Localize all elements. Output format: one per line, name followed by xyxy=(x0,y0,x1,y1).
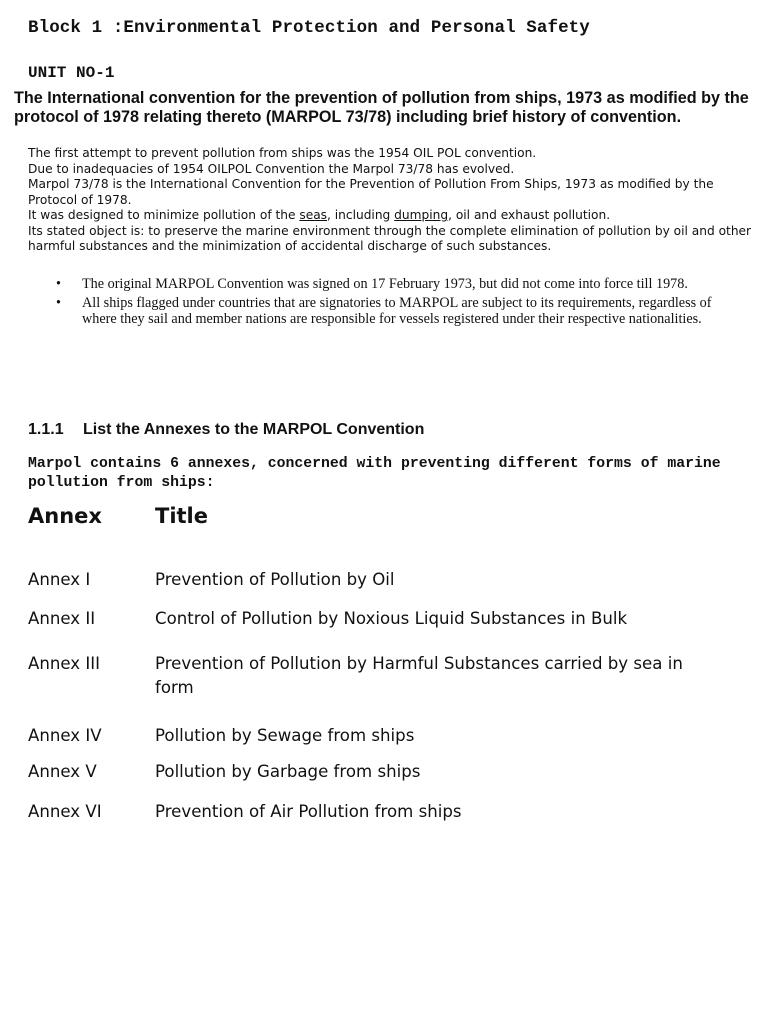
intro-line: Marpol 73/78 is the International Convention for the Prevention of Pollution From Ships, 1973 as modified by the Protocol of 1978. xyxy=(28,177,714,207)
annex-title: Prevention of Air Pollution from ships xyxy=(155,802,462,821)
section-title: List the Annexes to the MARPOL Convention xyxy=(83,421,425,438)
list-item xyxy=(56,295,746,328)
section-number: 1.1.1 xyxy=(28,421,64,438)
unit-number: UNIT NO-1 xyxy=(28,64,115,82)
bullet-icon: • xyxy=(56,294,61,311)
section-heading xyxy=(28,421,424,439)
unit-heading: The International convention for the prevention of pollution from ships, 1973 as modified by the protocol of 1978 relating thereto (MARPOL 73/78) including brief history of convention. xyxy=(14,89,749,126)
annex-title: Control of Pollution by Noxious Liquid Substances in Bulk xyxy=(155,609,628,628)
annex-name: Annex VI xyxy=(28,802,102,821)
annex-name: Annex IV xyxy=(28,726,102,745)
block-title: Block 1 :Environmental Protection and Personal Safety xyxy=(28,18,590,38)
annex-title: Pollution by Garbage from ships xyxy=(155,762,421,781)
annex-title-line: form xyxy=(155,678,194,697)
intro-line: Its stated object is: to preserve the marine environment through the complete elimination of pollution by oil and other harmful substances and the minimization of accidental discharge of such substances. xyxy=(28,223,752,253)
annex-intro: Marpol contains 6 annexes, concerned with preventing different forms of marine pollution from ships: xyxy=(28,456,721,491)
bullet-list xyxy=(56,276,746,330)
annex-title: Pollution by Sewage from ships xyxy=(155,726,415,745)
header-title: Title xyxy=(155,504,209,528)
intro-line: Due to inadequacies of 1954 OILPOL Convention the Marpol 73/78 has evolved. xyxy=(28,161,515,176)
bullet-icon: • xyxy=(56,276,61,292)
intro-text: It was designed to minimize pollution of the xyxy=(28,208,300,222)
annex-name: Annex III xyxy=(28,654,101,673)
intro-paragraph xyxy=(28,146,758,255)
list-item xyxy=(56,276,746,293)
annex-title: Prevention of Pollution by Oil xyxy=(155,570,395,589)
annex-name: Annex I xyxy=(28,570,91,589)
annex-title-line: Prevention of Pollution by Harmful Substances carried by sea in xyxy=(155,654,683,673)
bullet-text: All ships flagged under countries that are signatories to MARPOL are subject to its requirements, regardless of where they sail and member nations are responsible for vessels registered under their respective nationalities. xyxy=(82,294,712,327)
intro-text: , oil and exhaust pollution. xyxy=(448,208,611,222)
seas-link[interactable]: seas xyxy=(299,208,328,222)
annex-title xyxy=(155,652,750,700)
intro-line: The first attempt to prevent pollution from ships was the 1954 OIL POL convention. xyxy=(28,146,537,160)
bullet-text: The original MARPOL Convention was signed on 17 February 1973, but did not come into force till 1978. xyxy=(82,276,688,292)
annex-name: Annex II xyxy=(28,609,96,628)
header-annex: Annex xyxy=(28,504,102,528)
intro-line xyxy=(28,208,758,224)
intro-text: , including xyxy=(327,208,395,222)
annex-name: Annex V xyxy=(28,762,97,781)
dumping-link[interactable]: dumping xyxy=(394,208,449,222)
